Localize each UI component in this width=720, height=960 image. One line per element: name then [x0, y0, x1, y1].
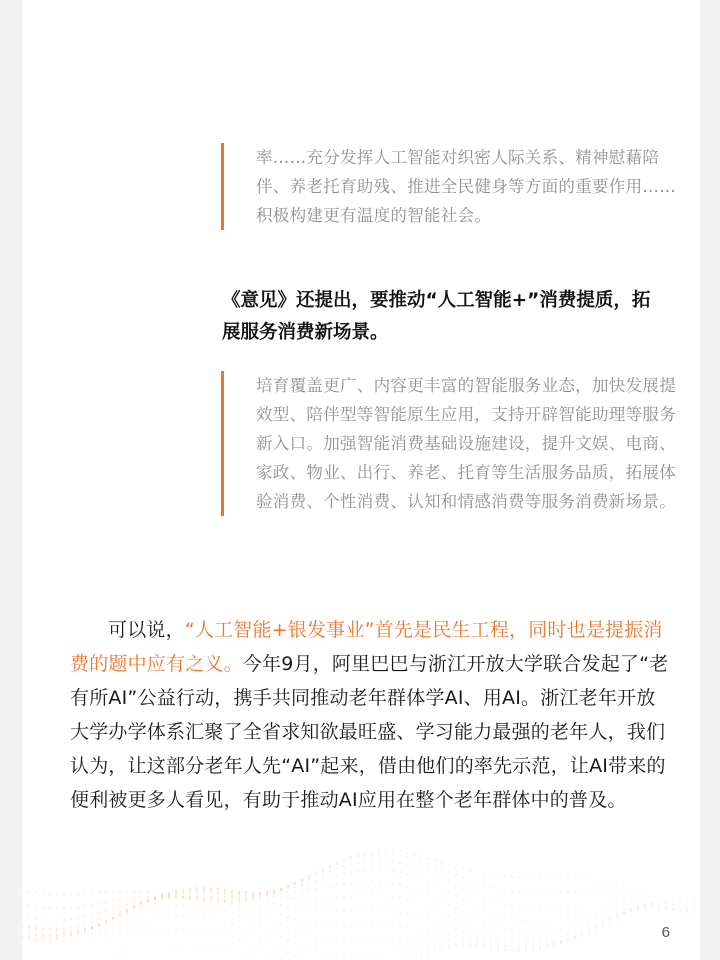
quote-block-wellbeing [221, 143, 686, 230]
highlighted-statement: “人工智能+银发事业”首先是民生工程，同时也是提振消费的题中应有之义。 [70, 619, 663, 675]
quote-text: 率……充分发挥人工智能对织密人际关系、精神慰藉陪伴、养老托育助残、推进全民健身等方面的重要作用……积极构建更有温度的智能社会。 [256, 148, 676, 225]
page-number: 6 [661, 924, 670, 941]
document-page [22, 0, 700, 960]
body-paragraph [70, 613, 670, 817]
body-lead-text: 可以说， [108, 619, 185, 641]
quote-block-consumption [221, 371, 686, 516]
body-rest-text: 今年9月，阿里巴巴与浙江开放大学联合发起了“老有所AI”公益行动，携手共同推动老年群体学AI、用AI。浙江老年开放大学办学体系汇聚了全省求知欲最旺盛、学习能力最强的老年人，我们认为，让这部分老年人先“AI”起来，借由他们的率先示范，让AI带来的便利被更多人看见，有助于推动AI应用在整个老年群体中的普及。 [70, 653, 669, 811]
section-heading: 《意见》还提出，要推动“人工智能+”消费提质，拓展服务消费新场景。 [222, 290, 651, 343]
decorative-dot-wave [22, 840, 700, 960]
quote-text: 培育覆盖更广、内容更丰富的智能服务业态，加快发展提效型、陪伴型等智能原生应用，支持开辟智能助理等服务新入口。加强智能消费基础设施建设，提升文娱、电商、家政、物业、出行、养老、托育等生活服务品质，拓展体验消费、个性消费、认知和情感消费等服务消费新场景。 [256, 376, 676, 511]
